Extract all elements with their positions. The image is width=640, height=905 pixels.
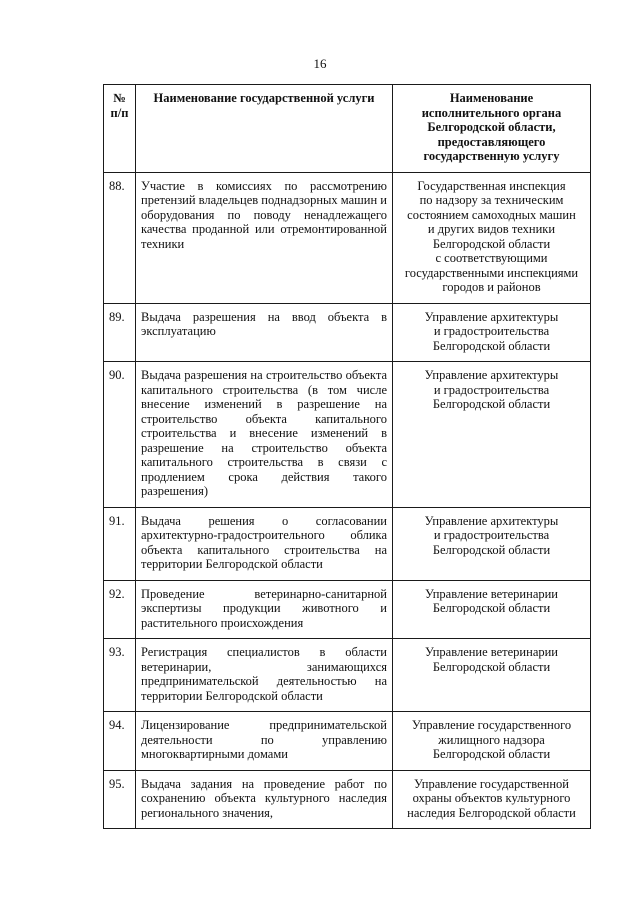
row-service: Выдача решения о согласовании архитектурно-градостроительного облика объекта капитального строительства на территории Белгородской области [136, 507, 393, 580]
row-organ: Управление архитектуры и градостроительства Белгородской области [393, 362, 591, 508]
row-service: Выдача разрешения на строительство объекта капитального строительства (в том числе внесение изменений в разрешение на строительство объекта капитального строительства и внесение изменений в разрешение на строительство объекта капитального строительства в связи с продлением срока действия такого разрешения) [136, 362, 393, 508]
page-number: 16 [313, 56, 327, 71]
table-row [104, 712, 591, 771]
table-row [104, 303, 591, 362]
table-row [104, 580, 591, 639]
header-organ-name: Наименование исполнительного органа Белгородской области, предоставляющего государственную услугу [393, 85, 591, 173]
table-row [104, 362, 591, 508]
table-row [104, 770, 591, 829]
row-organ: Государственная инспекция по надзору за техническим состоянием самоходных машин и других видов техники Белгородской области с соответствующими государственными инспекциями городов и районов [393, 172, 591, 303]
row-number: 91. [104, 507, 136, 580]
row-number: 92. [104, 580, 136, 639]
row-number: 95. [104, 770, 136, 829]
row-number: 89. [104, 303, 136, 362]
row-organ: Управление государственного жилищного надзора Белгородской области [393, 712, 591, 771]
row-service: Выдача задания на проведение работ по сохранению объекта культурного наследия регионального значения, [136, 770, 393, 829]
table-header-row [104, 85, 591, 173]
row-number: 94. [104, 712, 136, 771]
row-organ: Управление государственной охраны объектов культурного наследия Белгородской области [393, 770, 591, 829]
row-organ: Управление ветеринарии Белгородской области [393, 639, 591, 712]
table-row [104, 172, 591, 303]
row-organ: Управление архитектуры и градостроительства Белгородской области [393, 303, 591, 362]
row-number: 90. [104, 362, 136, 508]
table-row [104, 639, 591, 712]
row-organ: Управление ветеринарии Белгородской области [393, 580, 591, 639]
row-service: Регистрация специалистов в области ветеринарии, занимающихся предпринимательской деятельностью на территории Белгородской области [136, 639, 393, 712]
row-number: 88. [104, 172, 136, 303]
row-number: 93. [104, 639, 136, 712]
row-service: Участие в комиссиях по рассмотрению претензий владельцев поднадзорных машин и оборудования по поводу ненадлежащего качества проданной или отремонтированной техники [136, 172, 393, 303]
header-number: № п/п [104, 85, 136, 173]
services-table [103, 84, 591, 829]
row-organ: Управление архитектуры и градостроительства Белгородской области [393, 507, 591, 580]
row-service: Выдача разрешения на ввод объекта в эксплуатацию [136, 303, 393, 362]
header-service-name: Наименование государственной услуги [136, 85, 393, 173]
table-row [104, 507, 591, 580]
row-service: Проведение ветеринарно-санитарной экспертизы продукции животного и растительного происхождения [136, 580, 393, 639]
row-service: Лицензирование предпринимательской деятельности по управлению многоквартирными домами [136, 712, 393, 771]
